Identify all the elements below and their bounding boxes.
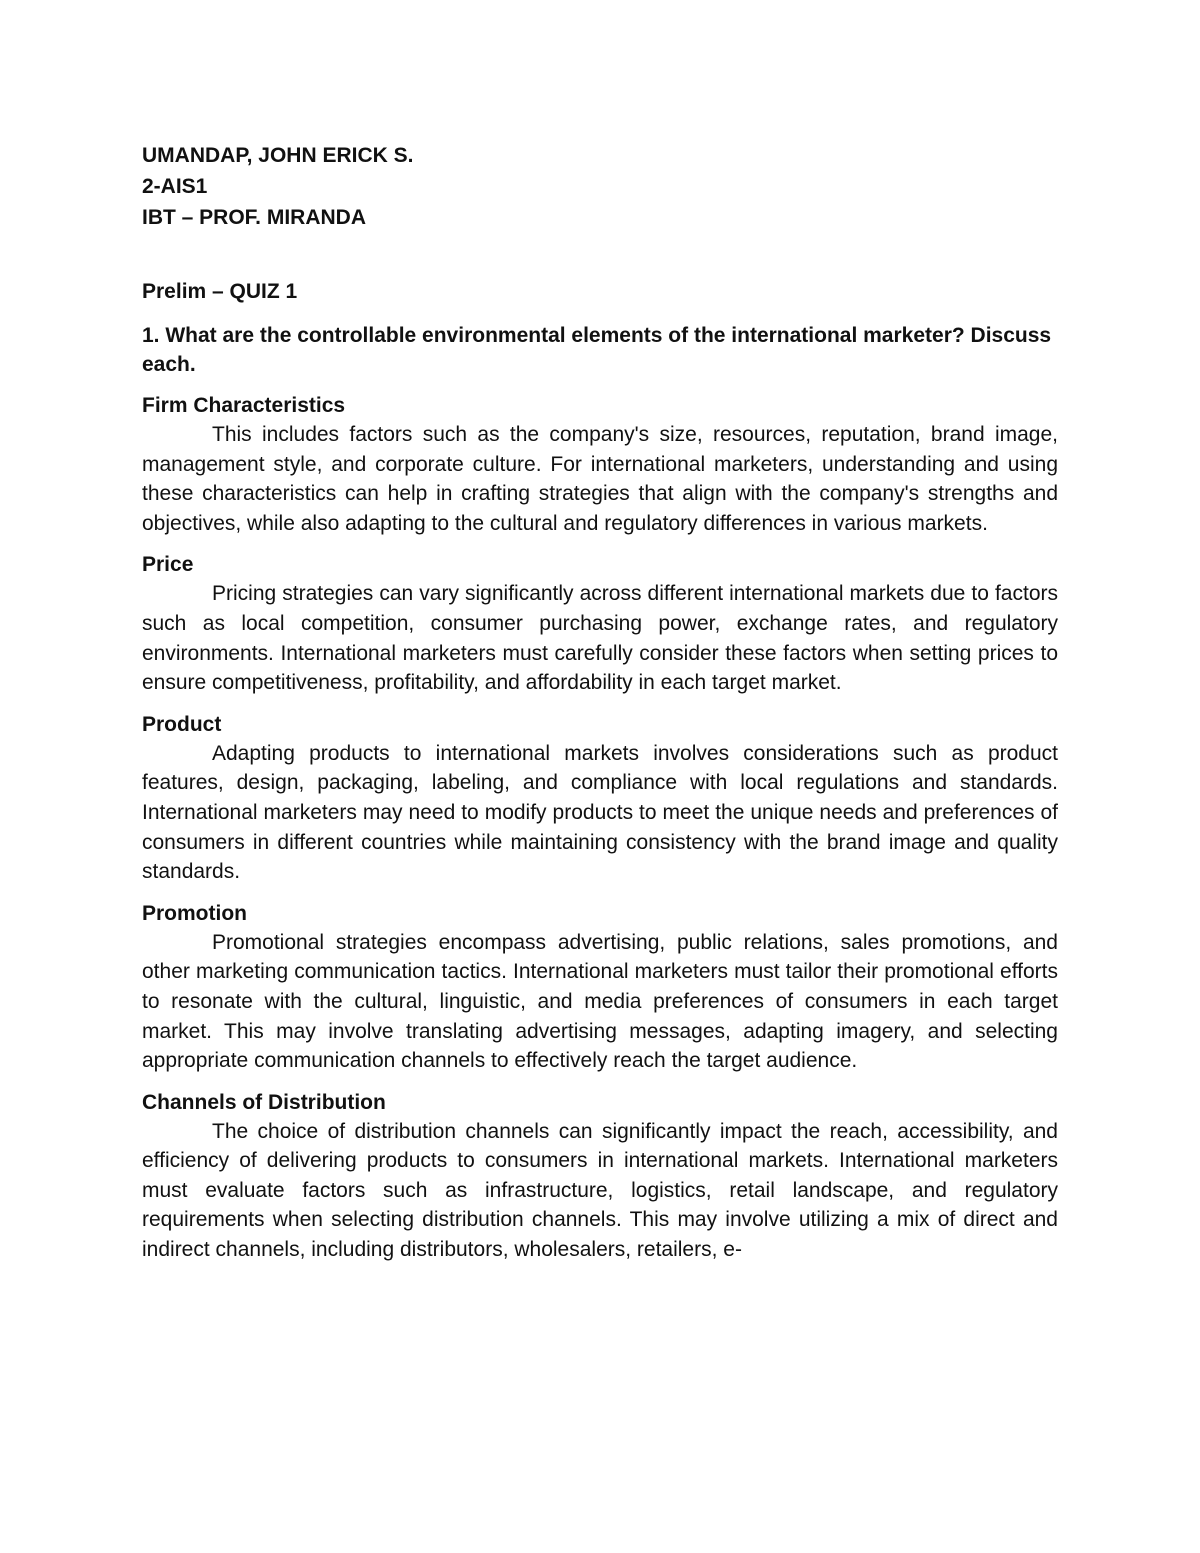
section-body: The choice of distribution channels can significantly impact the reach, accessibility, and efficiency of delivering products to consumers in international markets. International marketers must evaluate factors such as infrastructure, logistics, retail landscape, and regulatory requirements when selecting distribution channels. This may involve utilizing a mix of direct and indirect channels, including distributors, wholesalers, retailers, e- bbox=[142, 1119, 1058, 1262]
document-page bbox=[142, 140, 1058, 1265]
quiz-title: Prelim – QUIZ 1 bbox=[142, 280, 298, 303]
course-professor: IBT – PROF. MIRANDA bbox=[142, 206, 367, 229]
question-text: 1. What are the controllable environmental elements of the international marketer? Discuss each. bbox=[142, 324, 1052, 376]
section-product bbox=[142, 710, 1058, 887]
section-price bbox=[142, 550, 1058, 697]
section-body: Promotional strategies encompass advertising, public relations, sales promotions, and other marketing communication tactics. International marketers must tailor their promotional efforts to resonate with the cultural, linguistic, and media preferences of consumers in each target market. This may involve translating advertising messages, adapting imagery, and selecting appropriate communication channels to effectively reach the target audience. bbox=[142, 930, 1058, 1073]
section-heading: Channels of Distribution bbox=[142, 1090, 386, 1114]
section-channels-of-distribution bbox=[142, 1088, 1058, 1265]
section-heading: Promotion bbox=[142, 901, 247, 925]
section-heading: Firm Characteristics bbox=[142, 394, 346, 417]
student-section: 2-AIS1 bbox=[142, 175, 208, 198]
section-body: This includes factors such as the company's size, resources, reputation, brand image, management style, and corporate culture. For international marketers, understanding and using these characteristics can help in crafting strategies that align with the company's strengths and objectives, while also adapting to the cultural and regulatory differences in various markets. bbox=[142, 423, 1058, 535]
section-promotion bbox=[142, 899, 1058, 1076]
section-heading: Price bbox=[142, 553, 194, 577]
section-body: Adapting products to international markets involves considerations such as product features, design, packaging, labeling, and compliance with local regulations and standards. International marketers may need to modify products to meet the unique needs and preferences of consumers in different countries while maintaining consistency with the brand image and quality standards. bbox=[142, 741, 1058, 884]
section-firm-characteristics bbox=[142, 391, 1058, 538]
student-name: UMANDAP, JOHN ERICK S. bbox=[142, 144, 414, 167]
section-body: Pricing strategies can vary significantly across different international markets due to factors such as local competition, consumer purchasing power, exchange rates, and regulatory environments. International marketers must carefully consider these factors when setting prices to ensure competitiveness, profitability, and affordability in each target market. bbox=[142, 582, 1058, 695]
section-heading: Product bbox=[142, 712, 222, 736]
